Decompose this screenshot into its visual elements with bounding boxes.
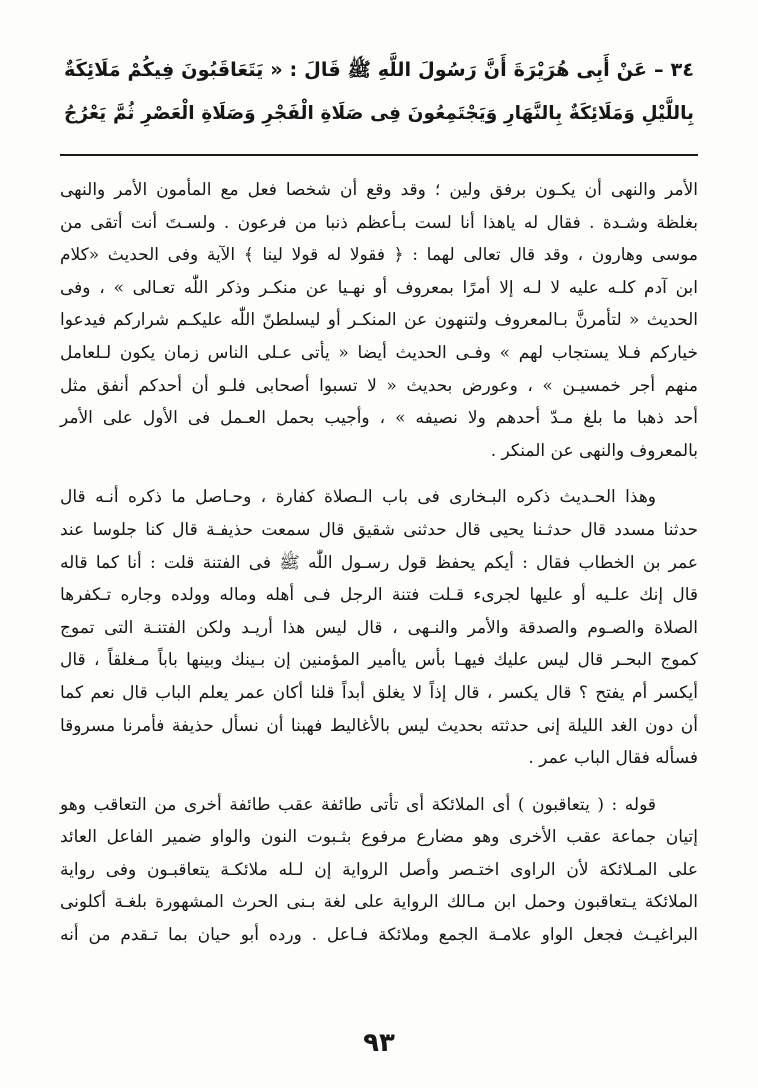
text-line: حدثنا مسدد قال حدثـنا يحيى قال حدثنى شقيق قال سمعت حذيفـة قال كنا جلوسا عند <box>60 519 698 540</box>
hadith-line: ٣٤ – عَنْ أَبِى هُرَيْرَةَ أَنَّ رَسُولَ اللَّهِ ﷺ قَالَ : « يَتَعَاقَبُونَ فِيكُمْ مَلَائِكَةٌ <box>64 58 694 81</box>
page-number: ٩٣ <box>363 1028 395 1058</box>
commentary-paragraph-3 <box>60 789 698 952</box>
text-line: منهم أجر خمسيـن » ، وعورض بحديث « لا تسبوا أصحابى فلـو أن أحدكم أنفق مثل <box>60 375 698 396</box>
text-line: عمر بن الخطاب فقال : أيكم يحفظ قول رسـول اللّٰه ﷺ فى الفتنة قلت : أنا كما قاله <box>60 552 698 573</box>
text-line: قوله : ( يتعاقبون ) أى الملائكة أى تأتى طائفة عقب طائفة أخرى من التعاقب وهو <box>60 794 656 815</box>
text-line: خياركم فـلا يستجاب لهم » وفـى الحديث أيضا « يأتى عـلى الناس زمان يكون لـلعامل <box>60 342 698 363</box>
commentary-paragraph-2 <box>60 481 698 774</box>
hadith-text <box>64 48 694 136</box>
text-line: أحد ذهبا ما بلغ مـدّ أحدهم ولا نصيفه » ، وأجيب بحمل العـمل فى الأول على الأمر <box>60 408 698 429</box>
commentary-paragraph-1 <box>60 174 698 467</box>
text-line: بغلظة وشـدة . فقال له ياهذا أنا لست بـأعظم ذنبا من فرعون . ولسـتَ أنت أتقى من <box>60 212 698 233</box>
text-line: أيكسر أم يفتح ؟ قال يكسر ، قال إذاً لا يغلق أبداً قلنا أكان عمر يعلم الباب قال نعم كما <box>60 682 698 703</box>
text-line: الصلاة والصـوم والصدقة والأمر والنـهى ، قال ليس هذا أريـد ولكن الفتنـة التى تموج <box>60 617 698 638</box>
hadith-line: بِاللَّيْلِ وَمَلَائِكَةٌ بِالنَّهَارِ وَيَجْتَمِعُونَ فِى صَلَاةِ الْفَجْرِ وَصَلَاةِ الْعَصْرِ ثُمَّ يَعْرُجُ <box>64 103 694 124</box>
text-line: أن دون الغد الليلة إنى حدثته بحديث ليس بالأغاليط فهبنا أن نسأل حذيفة فأمرنا مسروقا <box>60 715 698 736</box>
text-line: موسى وهارون ، وقد قال تعالى لهما : ﴿ فقولا له قولا لينا ﴾ الآية وفى الحديث «كلام <box>60 245 698 266</box>
text-line: قال إنك علـيه أو عليها لجرىء قـلت فتنة الرجل فـى أهله وماله وولده وجاره تـكفرها <box>60 585 698 606</box>
text-line: إتيان جماعة عقب الأخرى وهو مضارع مرفوع بثـبوت النون والواو ضمير الفاعل العائد <box>60 827 698 848</box>
text-line: على المـلائكة لأن الراوى اختـصر وأصل الرواية إن لـله ملائكـة يتعاقبـون وفى رواية <box>60 859 698 880</box>
text-line: الملائكة يـتعاقبون وحمل ابن مـالك الرواية على لغة بـنى الحرث المشهورة بلغـة أكلونى <box>60 892 698 913</box>
text-line: وهذا الحـديث ذكره البـخارى فى باب الـصلاة كفارة ، وحـاصل ما ذكره أنـه قال <box>60 487 656 508</box>
text-line: فسأله فقال الباب عمر . <box>528 748 698 769</box>
text-line: البراغيـث فجعل الواو علامـة الجمع وملائكة فـاعل . ورده أبو حيان بما تـقدم من أنه <box>60 925 698 946</box>
separator-rule <box>60 154 698 156</box>
text-line: ابن آدم كلـه عليه لا لـه إلا أمرًا بمعروف أو نهـيا عن منكـر وذكر اللّٰه تعـالى » ، وفى <box>60 277 698 298</box>
text-line: كموج البحـر قال ليس عليك فيهـا بأس ياأمير المؤمنين إن بـينك وبينها باباً مـغلقاً ، قال <box>60 650 698 671</box>
text-line: الحديث « لتأمرنَّ بـالمعروف ولتنهون عن المنكـر أو ليسلطنّ اللّٰه عليكـم شراركم فيدعوا <box>60 310 698 331</box>
text-line: الأمر والنهى أن يكـون برفق ولين ؛ وقد وقع أن شخصا فعل مع المأمون الأمر والنهى <box>60 180 698 200</box>
text-line: بالمعروف والنهى عن المنكر . <box>490 440 698 461</box>
